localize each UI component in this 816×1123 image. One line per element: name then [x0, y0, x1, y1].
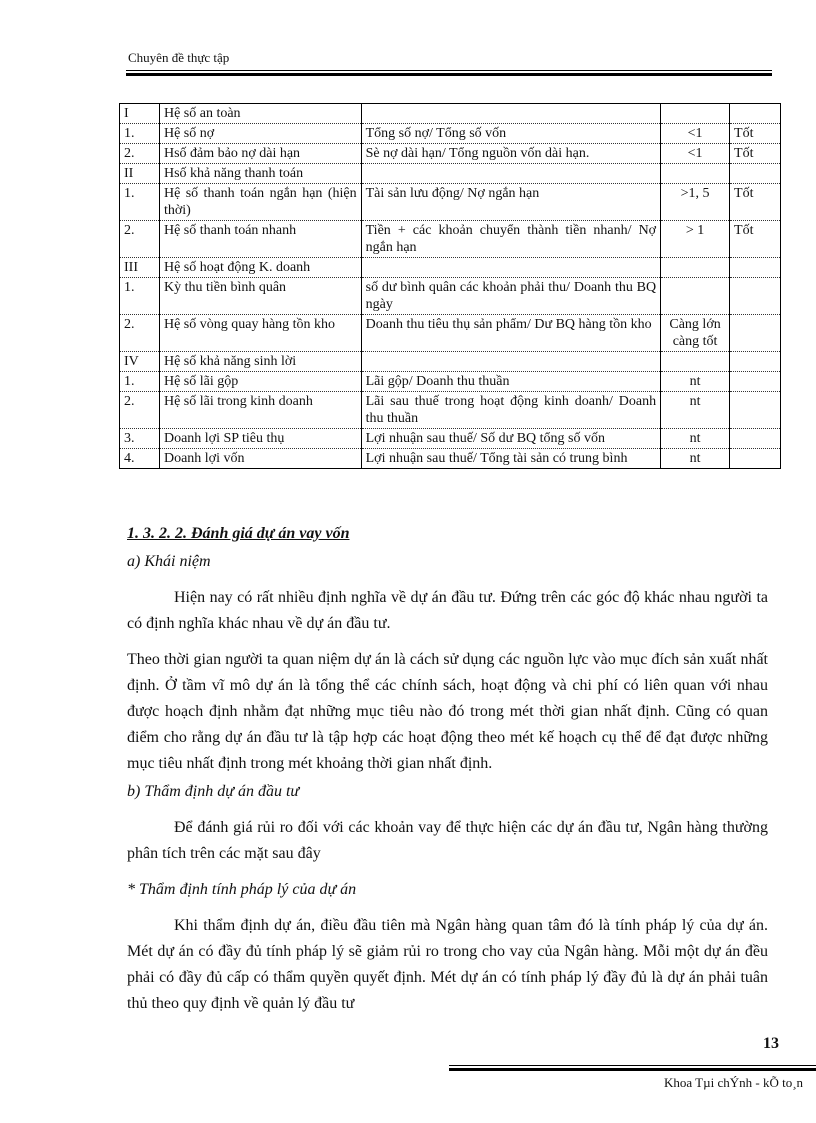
table-row [120, 278, 781, 315]
ratio-formula-cell: Lãi sau thuế trong hoạt động kinh doanh/ Doanh thu thuần [361, 392, 660, 429]
footer-text: Khoa Tµi chÝnh - kÕ to¸n [664, 1075, 804, 1090]
table-row [120, 104, 781, 124]
ratio-name-cell: Doanh lợi SP tiêu thụ [159, 429, 361, 449]
standard-value-cell: >1, 5 [661, 184, 730, 221]
standard-value-cell [661, 104, 730, 124]
ratio-formula-cell: Lợi nhuận sau thuế/ Số dư BQ tổng số vốn [361, 429, 660, 449]
ratio-name-cell: Hệ số an toàn [159, 104, 361, 124]
table-row [120, 429, 781, 449]
ratio-name-cell: Hệ số hoạt động K. doanh [159, 258, 361, 278]
ratio-formula-cell: số dư bình quân các khoản phải thu/ Doanh thu BQ ngày [361, 278, 660, 315]
standard-value-cell [661, 278, 730, 315]
row-number-cell: III [120, 258, 160, 278]
footer-rule-thick [449, 1068, 816, 1071]
paragraph-3: Để đánh giá rủi ro đối với các khoản vay để thực hiện các dự án đầu tư, Ngân hàng thường phân tích trên các mặt sau đây [127, 819, 768, 862]
header-title: Chuyên đề thực tập [128, 50, 230, 65]
table-row [120, 315, 781, 352]
ratio-formula-cell: Tài sản lưu động/ Nợ ngắn hạn [361, 184, 660, 221]
main-content [127, 521, 768, 1017]
standard-value-cell: > 1 [661, 221, 730, 258]
subheading-a: a) Khái niệm [127, 553, 211, 570]
ratio-formula-cell [361, 352, 660, 372]
section-heading: 1. 3. 2. 2. Đánh giá dự án vay vốn [127, 525, 350, 542]
evaluation-cell: Tốt [730, 221, 781, 258]
ratio-name-cell: Hệ số vòng quay hàng tồn kho [159, 315, 361, 352]
table-row [120, 392, 781, 429]
standard-value-cell: <1 [661, 124, 730, 144]
table-row [120, 449, 781, 469]
ratio-name-cell: Hệ số lãi trong kinh doanh [159, 392, 361, 429]
header-rule-thin [126, 70, 772, 71]
evaluation-cell [730, 392, 781, 429]
paragraph-2: Theo thời gian người ta quan niệm dự án là cách sử dụng các nguồn lực vào mục đích sản xuất nhất định. Ở tầm vĩ mô dự án là tổng thể các chính sách, hoạt động và chi phí có liên quan với nhau được hoạch định nhằm đạt những mục tiêu nào đó trong mét thời gian nhất định. Cũng có quan điểm cho rằng dự án đầu tư là tập hợp các hoạt động theo mét kế hoạch cụ thể để đạt được những mục tiêu nhất định trong mét khoảng thời gian nhất định. [127, 651, 768, 772]
ratio-formula-cell: Tiền + các khoản chuyển thành tiền nhanh/ Nợ ngắn hạn [361, 221, 660, 258]
row-number-cell: II [120, 164, 160, 184]
ratio-formula-cell: Tổng số nợ/ Tổng số vốn [361, 124, 660, 144]
financial-ratios-table [119, 103, 781, 469]
evaluation-cell [730, 449, 781, 469]
standard-value-cell: nt [661, 372, 730, 392]
table-body [120, 104, 781, 469]
table-row [120, 221, 781, 258]
page-number: 13 [763, 1035, 779, 1052]
evaluation-cell [730, 429, 781, 449]
evaluation-cell [730, 278, 781, 315]
row-number-cell: 1. [120, 278, 160, 315]
ratio-name-cell: Hệ số lãi gộp [159, 372, 361, 392]
ratio-name-cell: Doanh lợi vốn [159, 449, 361, 469]
standard-value-cell [661, 164, 730, 184]
ratio-formula-cell: Lợi nhuận sau thuế/ Tổng tài sản có trung bình [361, 449, 660, 469]
evaluation-cell [730, 315, 781, 352]
ratio-formula-cell [361, 104, 660, 124]
row-number-cell: 1. [120, 372, 160, 392]
standard-value-cell: nt [661, 392, 730, 429]
ratio-name-cell: Hệ số nợ [159, 124, 361, 144]
standard-value-cell: nt [661, 429, 730, 449]
evaluation-cell [730, 372, 781, 392]
evaluation-cell [730, 258, 781, 278]
row-number-cell: 3. [120, 429, 160, 449]
table-row [120, 372, 781, 392]
standard-value-cell: <1 [661, 144, 730, 164]
ratio-name-cell: Hsố đảm bảo nợ dài hạn [159, 144, 361, 164]
ratio-name-cell: Hệ số thanh toán ngắn hạn (hiện thời) [159, 184, 361, 221]
ratio-name-cell: Hsố khả năng thanh toán [159, 164, 361, 184]
standard-value-cell: nt [661, 449, 730, 469]
ratio-name-cell: Kỳ thu tiền bình quân [159, 278, 361, 315]
header-rule-thick [126, 73, 772, 76]
paragraph-4: Khi thẩm định dự án, điều đầu tiên mà Ngân hàng quan tâm đó là tính pháp lý của dự án. Mét dự án có đầy đủ tính pháp lý sẽ giảm rủi ro trong cho vay của Ngân hàng. Mỗi một dự án đều phải có đầy đủ cấp có thẩm quyền quyết định. Mét dự án có tính pháp lý đầy đủ là dự án phải tuân thủ theo quy định về quản lý đầu tư [127, 917, 768, 1012]
subheading-b: b) Thẩm định dự án đầu tư [127, 783, 300, 800]
row-number-cell: I [120, 104, 160, 124]
ratio-formula-cell: Doanh thu tiêu thụ sản phẩm/ Dư BQ hàng tồn kho [361, 315, 660, 352]
ratio-name-cell: Hệ số khả năng sinh lời [159, 352, 361, 372]
footer-rule-thin [449, 1065, 816, 1066]
row-number-cell: 2. [120, 221, 160, 258]
row-number-cell: IV [120, 352, 160, 372]
evaluation-cell [730, 352, 781, 372]
row-number-cell: 4. [120, 449, 160, 469]
evaluation-cell: Tốt [730, 144, 781, 164]
row-number-cell: 2. [120, 392, 160, 429]
row-number-cell: 2. [120, 315, 160, 352]
ratio-formula-cell [361, 164, 660, 184]
table-row [120, 144, 781, 164]
table-row [120, 184, 781, 221]
ratio-formula-cell: Sè nợ dài hạn/ Tổng nguồn vốn dài hạn. [361, 144, 660, 164]
ratio-formula-cell [361, 258, 660, 278]
row-number-cell: 2. [120, 144, 160, 164]
table-row [120, 352, 781, 372]
evaluation-cell: Tốt [730, 184, 781, 221]
ratio-name-cell: Hệ số thanh toán nhanh [159, 221, 361, 258]
row-number-cell: 1. [120, 124, 160, 144]
ratio-formula-cell: Lãi gộp/ Doanh thu thuần [361, 372, 660, 392]
subheading-c: * Thẩm định tính pháp lý của dự án [127, 881, 357, 898]
standard-value-cell [661, 352, 730, 372]
evaluation-cell [730, 104, 781, 124]
standard-value-cell [661, 258, 730, 278]
table-row [120, 258, 781, 278]
evaluation-cell: Tốt [730, 124, 781, 144]
standard-value-cell: Càng lớn càng tốt [661, 315, 730, 352]
table-row [120, 124, 781, 144]
evaluation-cell [730, 164, 781, 184]
paragraph-1: Hiện nay có rất nhiều định nghĩa về dự án đầu tư. Đứng trên các góc độ khác nhau người ta có định nghĩa khác nhau về dự án đầu tư. [127, 589, 768, 632]
table-row [120, 164, 781, 184]
row-number-cell: 1. [120, 184, 160, 221]
